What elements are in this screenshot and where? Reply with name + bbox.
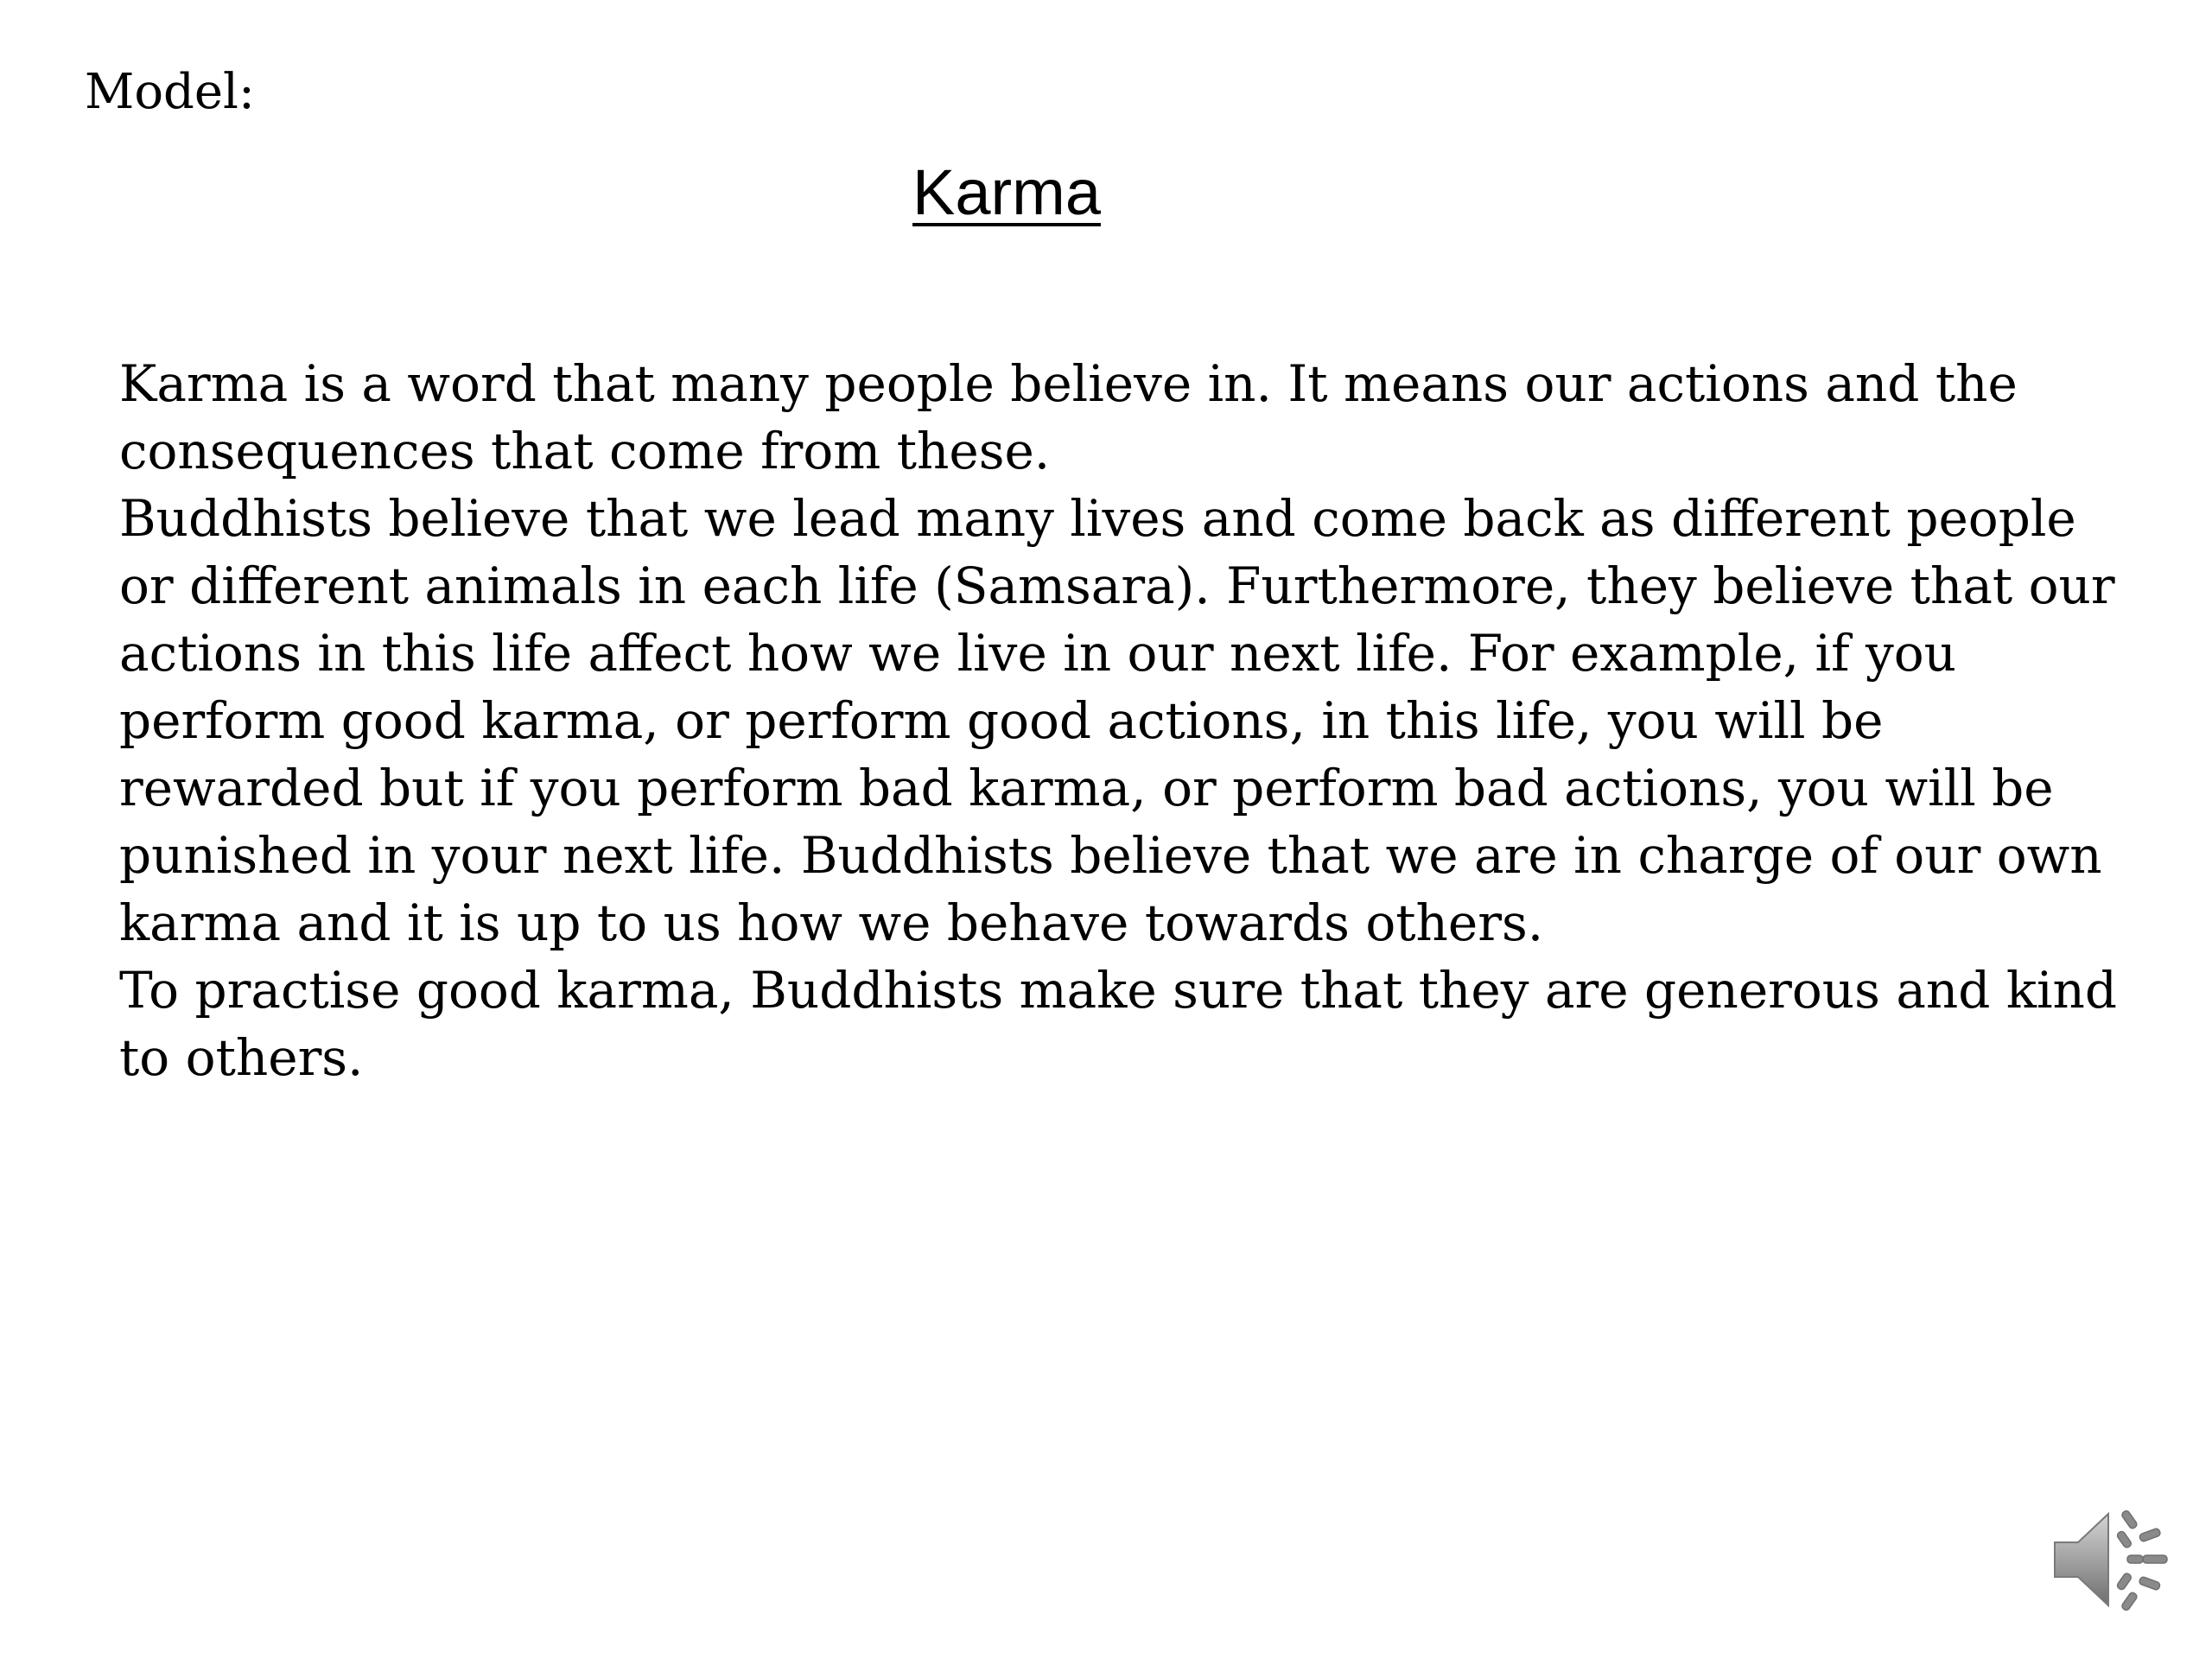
title-text: Karma xyxy=(912,156,1101,228)
speaker-icon[interactable] xyxy=(2048,1495,2177,1624)
paragraph-definition: Karma is a word that many people believe in. It means our actions and the consequences that come from these. xyxy=(119,354,2018,480)
model-label: Model: xyxy=(85,64,255,120)
page-title xyxy=(0,154,2013,232)
paragraph-practice: To practise good karma, Buddhists make sure that they are generous and kind to others. xyxy=(119,961,2118,1087)
body-text xyxy=(119,350,2133,1091)
paragraph-samsara: Buddhists believe that we lead many lives and come back as different people or different animals in each life (Samsara). Furthermore, they believe that our actions in this life affect how we live in our next life. For example, if you perform good karma, or perform good actions, in this life, you will be rewarded but if you perform bad karma, or perform bad actions, you will be punished in your next life. Buddhists believe that we are in charge of our own karma and it is up to us how we behave towards others. xyxy=(119,489,2115,952)
